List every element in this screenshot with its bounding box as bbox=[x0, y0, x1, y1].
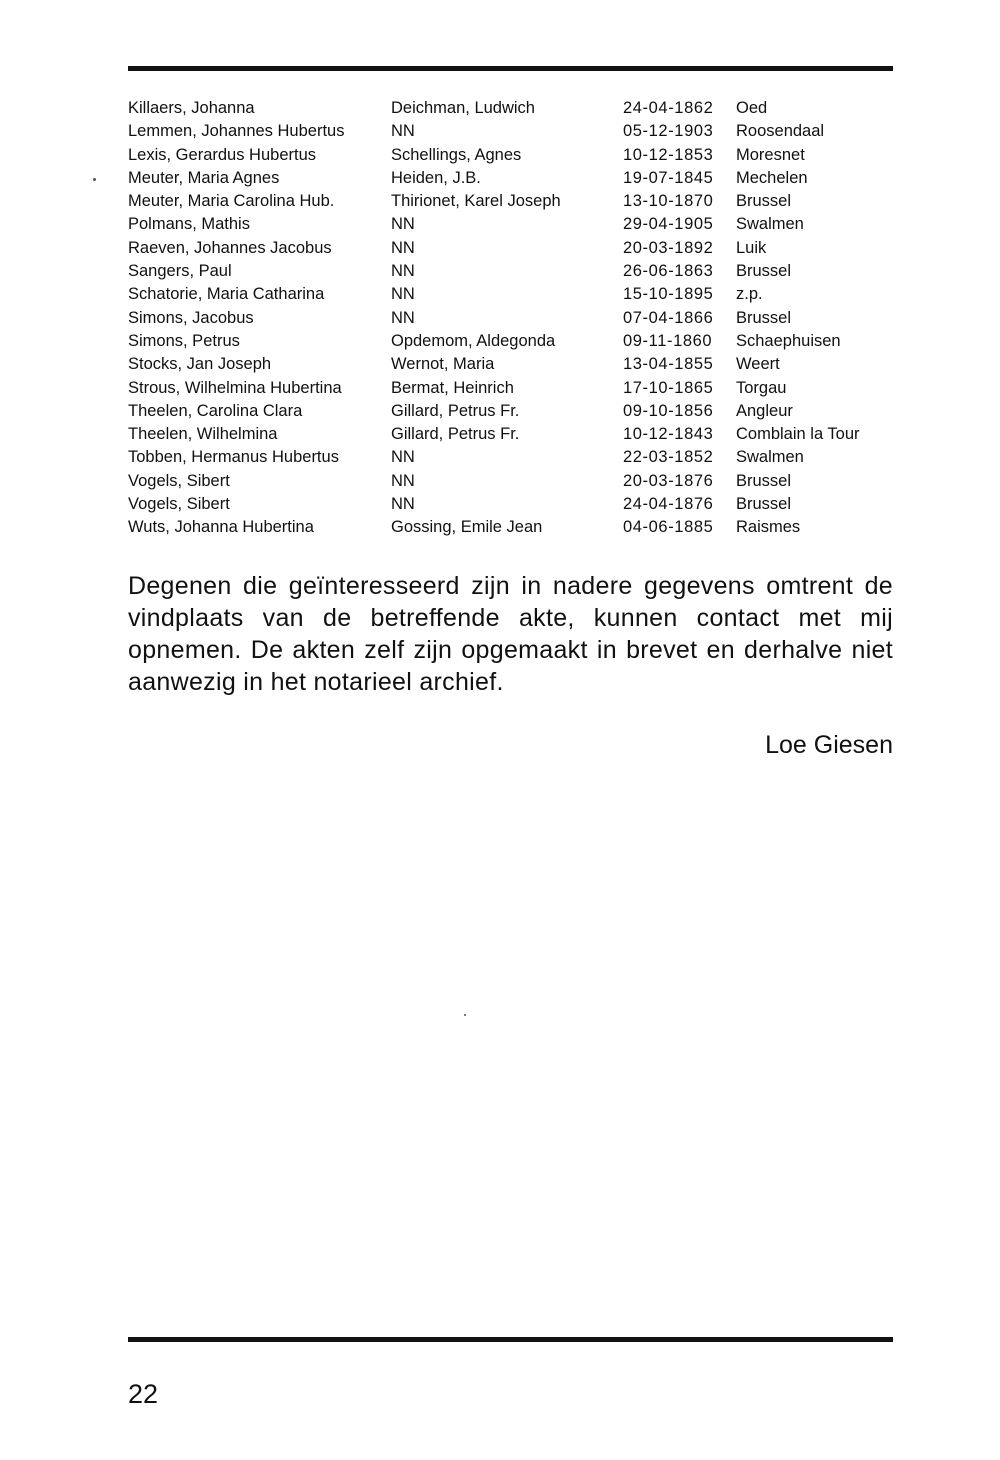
register-row bbox=[128, 493, 893, 516]
partner-name: NN bbox=[391, 285, 415, 304]
record-date: 20-03-1876 bbox=[623, 471, 714, 490]
bottom-rule bbox=[128, 1337, 893, 1342]
record-place: Brussel bbox=[736, 308, 792, 327]
record-place: z.p. bbox=[736, 285, 763, 304]
person-name: Sangers, Paul bbox=[128, 262, 232, 281]
person-name: Theelen, Carolina Clara bbox=[128, 401, 303, 420]
record-place: Mechelen bbox=[736, 168, 808, 187]
register-row bbox=[128, 330, 893, 353]
scan-speck bbox=[93, 178, 96, 181]
record-place: Swalmen bbox=[736, 448, 804, 467]
record-date: 10-12-1853 bbox=[623, 145, 714, 164]
register-row bbox=[128, 144, 893, 167]
person-name: Lexis, Gerardus Hubertus bbox=[128, 145, 317, 164]
register-row bbox=[128, 190, 893, 213]
partner-name: NN bbox=[391, 495, 415, 514]
record-place: Brussel bbox=[736, 471, 792, 490]
record-date: 20-03-1892 bbox=[623, 238, 714, 257]
person-name: Theelen, Wilhelmina bbox=[128, 425, 278, 444]
record-date: 29-04-1905 bbox=[623, 215, 714, 234]
record-place: Comblain la Tour bbox=[736, 425, 860, 444]
record-date: 13-04-1855 bbox=[623, 355, 714, 374]
register-row bbox=[128, 283, 893, 306]
person-name: Polmans, Mathis bbox=[128, 215, 250, 234]
partner-name: Opdemom, Aldegonda bbox=[391, 331, 556, 350]
person-name: Stocks, Jan Joseph bbox=[128, 355, 272, 374]
partner-name: Bermat, Heinrich bbox=[391, 378, 514, 397]
person-name: Tobben, Hermanus Hubertus bbox=[128, 448, 339, 467]
register-list bbox=[128, 97, 893, 540]
record-place: Torgau bbox=[736, 378, 787, 397]
partner-name: NN bbox=[391, 471, 415, 490]
register-row bbox=[128, 516, 893, 539]
register-row bbox=[128, 353, 893, 376]
record-place: Angleur bbox=[736, 401, 793, 420]
partner-name: Schellings, Agnes bbox=[391, 145, 522, 164]
body-paragraph: Degenen die geïnteresseerd zijn in nadere gegevens omtrent de vindplaats van de betreffende akte, kunnen contact met mij opnemen. De akten zelf zijn opgemaakt in brevet en derhalve niet aanwezig in het notarieel archief. bbox=[128, 572, 893, 696]
record-date: 09-11-1860 bbox=[623, 331, 713, 350]
register-row bbox=[128, 260, 893, 283]
partner-name: Heiden, J.B. bbox=[391, 168, 481, 187]
person-name: Vogels, Sibert bbox=[128, 471, 230, 490]
record-date: 24-04-1876 bbox=[623, 495, 714, 514]
record-date: 26-06-1863 bbox=[623, 262, 714, 281]
record-date: 07-04-1866 bbox=[623, 308, 714, 327]
record-date: 13-10-1870 bbox=[623, 192, 714, 211]
partner-name: Wernot, Maria bbox=[391, 355, 495, 374]
record-place: Luik bbox=[736, 238, 767, 257]
partner-name: Gossing, Emile Jean bbox=[391, 518, 543, 537]
person-name: Strous, Wilhelmina Hubertina bbox=[128, 378, 342, 397]
register-row bbox=[128, 213, 893, 236]
register-row bbox=[128, 97, 893, 120]
register-row bbox=[128, 400, 893, 423]
register-row bbox=[128, 446, 893, 469]
register-row bbox=[128, 377, 893, 400]
record-date: 22-03-1852 bbox=[623, 448, 714, 467]
record-date: 24-04-1862 bbox=[623, 99, 714, 117]
record-place: Brussel bbox=[736, 495, 792, 514]
record-place: Raismes bbox=[736, 518, 801, 537]
record-place: Moresnet bbox=[736, 145, 805, 164]
person-name: Raeven, Johannes Jacobus bbox=[128, 238, 332, 257]
register-row bbox=[128, 423, 893, 446]
record-place: Roosendaal bbox=[736, 122, 825, 141]
record-date: 09-10-1856 bbox=[623, 401, 714, 420]
person-name: Meuter, Maria Agnes bbox=[128, 168, 280, 187]
person-name: Killaers, Johanna bbox=[128, 99, 255, 117]
person-name: Meuter, Maria Carolina Hub. bbox=[128, 192, 335, 211]
partner-name: NN bbox=[391, 262, 415, 281]
person-name: Schatorie, Maria Catharina bbox=[128, 285, 325, 304]
partner-name: Thirionet, Karel Joseph bbox=[391, 192, 561, 211]
register-row bbox=[128, 120, 893, 143]
record-place: Oed bbox=[736, 99, 768, 117]
partner-name: Gillard, Petrus Fr. bbox=[391, 425, 520, 444]
partner-name: NN bbox=[391, 238, 415, 257]
partner-name: NN bbox=[391, 448, 415, 467]
register-row bbox=[128, 470, 893, 493]
record-date: 04-06-1885 bbox=[623, 518, 714, 537]
person-name: Vogels, Sibert bbox=[128, 495, 230, 514]
record-date: 10-12-1843 bbox=[623, 425, 714, 444]
author-signature: Loe Giesen bbox=[765, 731, 893, 759]
record-place: Schaephuisen bbox=[736, 331, 841, 350]
register-row bbox=[128, 307, 893, 330]
partner-name: Deichman, Ludwich bbox=[391, 99, 535, 117]
person-name: Lemmen, Johannes Hubertus bbox=[128, 122, 345, 141]
top-rule bbox=[128, 66, 893, 71]
record-place: Weert bbox=[736, 355, 780, 374]
record-date: 19-07-1845 bbox=[623, 168, 714, 187]
partner-name: Gillard, Petrus Fr. bbox=[391, 401, 520, 420]
partner-name: NN bbox=[391, 122, 415, 141]
record-place: Swalmen bbox=[736, 215, 804, 234]
record-place: Brussel bbox=[736, 192, 792, 211]
page-number: 22 bbox=[128, 1379, 159, 1409]
record-date: 05-12-1903 bbox=[623, 122, 714, 141]
person-name: Simons, Petrus bbox=[128, 331, 240, 350]
record-date: 17-10-1865 bbox=[623, 378, 714, 397]
record-place: Brussel bbox=[736, 262, 792, 281]
person-name: Wuts, Johanna Hubertina bbox=[128, 518, 314, 537]
person-name: Simons, Jacobus bbox=[128, 308, 254, 327]
register-row bbox=[128, 167, 893, 190]
partner-name: NN bbox=[391, 308, 415, 327]
record-date: 15-10-1895 bbox=[623, 285, 714, 304]
register-row bbox=[128, 237, 893, 260]
scan-speck bbox=[464, 1014, 466, 1016]
partner-name: NN bbox=[391, 215, 415, 234]
